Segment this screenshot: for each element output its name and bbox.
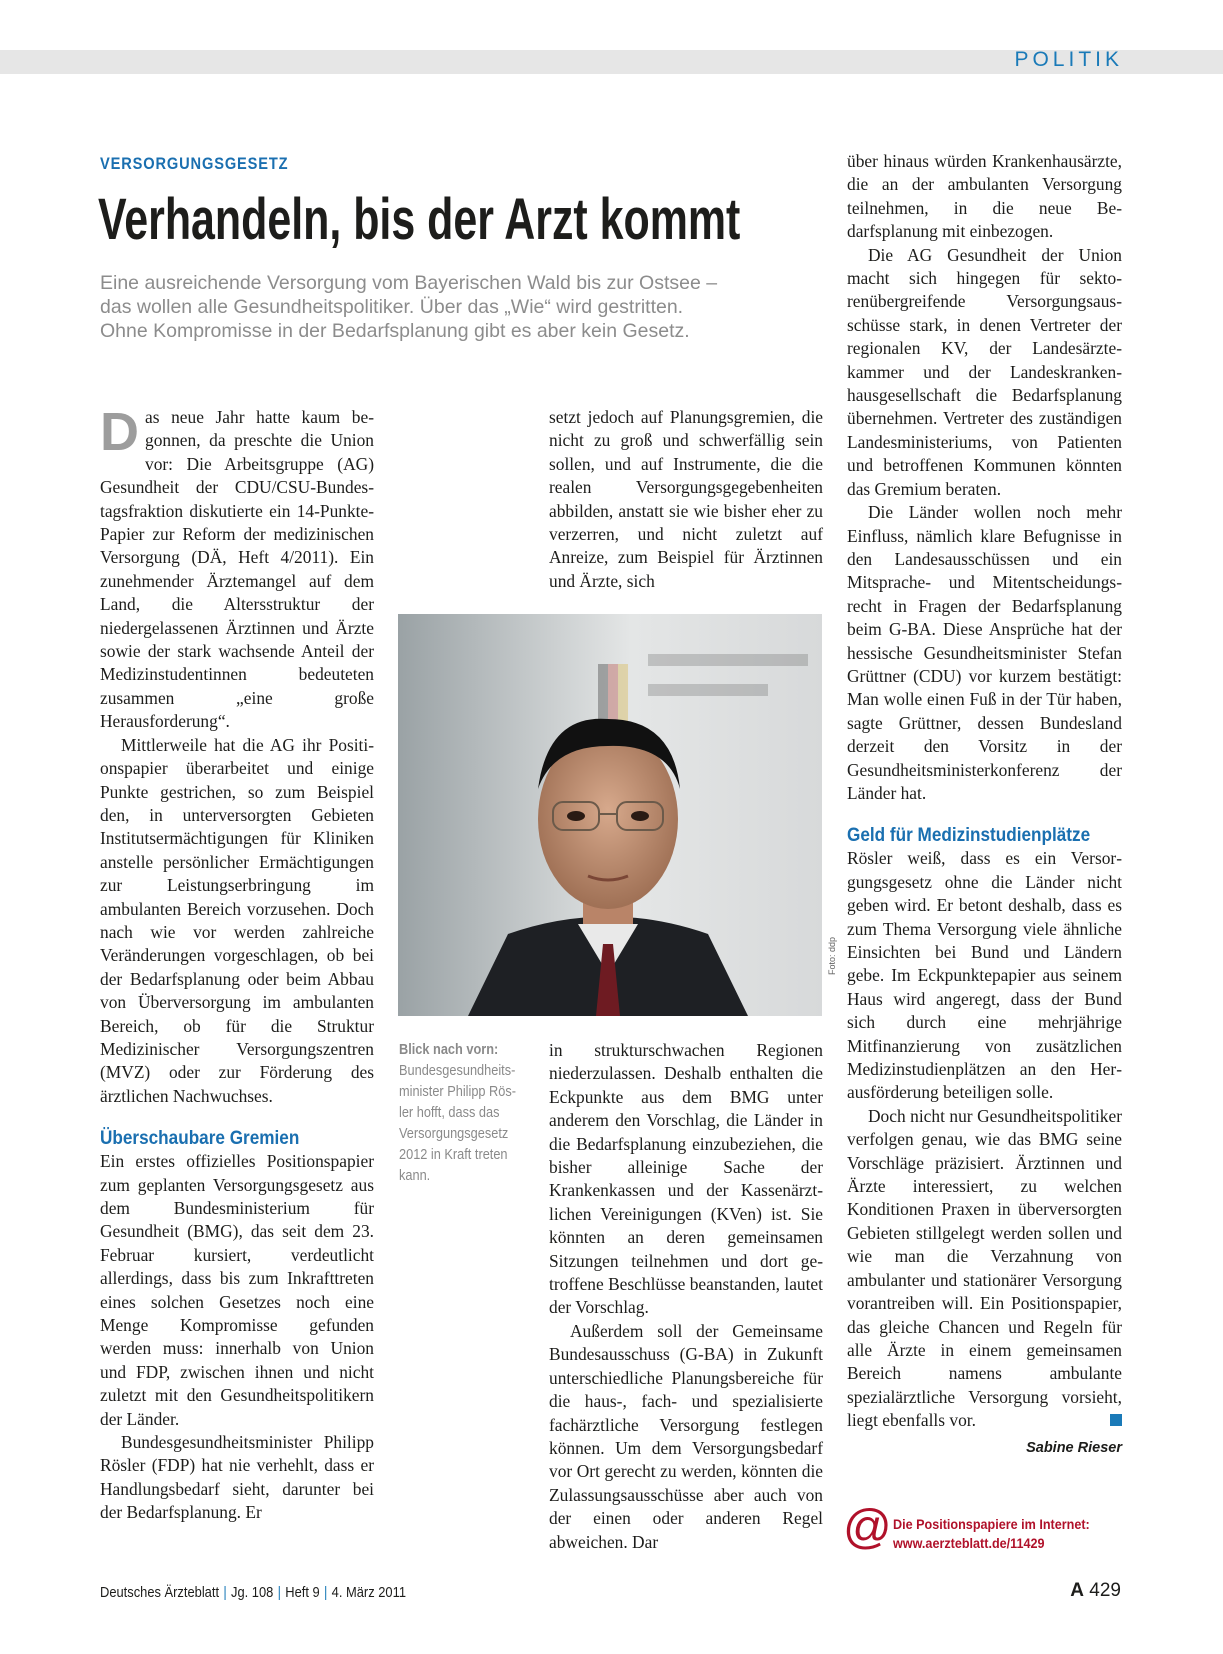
paragraph: über hinaus würden Krankenhausärzte, die an der ambulanten Versorgung teilnehmen, in die neue Bedarfsplanung mit einbezogen. (847, 151, 1122, 242)
photo-credit: Foto: ddp (827, 936, 837, 975)
web-reference-box (843, 1501, 1133, 1555)
lead-line: Ohne Kompromisse in der Bedarfsplanung gibt es aber kein Gesetz. (100, 320, 690, 342)
journal-name: Deutsches Ärzteblatt (100, 1584, 220, 1601)
journal-date: 4. März 2011 (331, 1584, 406, 1601)
paragraph: Das neue Jahr hatte kaum begonnen, da preschte die Union vor: Die Arbeitsgruppe (AG) Gesundheit der CDU/CSU-Bundestagsfraktion diskutierte ein 14-Punkte-Papier zur Reform der medizinischen Versorgung (DÄ, Heft 4/2011). Ein zunehmender Ärztemangel auf dem Land, die Altersstruktur der niedergelassenen Ärztinnen und Ärzte sowie der stark wachsende Anteil der Medizinstudentinnen bedeuteten zusammen „eine große Herausforderung“. (100, 402, 374, 732)
page-footer: Deutsches Ärzteblatt | Jg. 108 | Heft 9 | 4. März 2011 (100, 1584, 406, 1601)
paragraph: Die Länder wollen noch mehr Einfluss, nämlich klare Befugnisse in den Landesausschüssen und ein Mitsprache- und Mitentscheidungsrecht in Fragen der Bedarfsplanung beim G-BA. Diese Ansprüche hat der hessische Gesundheitsminister Stefan Grüttner (CDU) vor kurzem bestätigt: Man wolle einen Fuß in der Tür haben, sagte Grüttner, dessen Bundesland derzeit den Vorsitz in der Gesundheitsministerkonferenz der Länder hat. (847, 502, 1122, 803)
page-number-value: 429 (1089, 1580, 1121, 1601)
web-reference-text (893, 1515, 1090, 1553)
paragraph: Die AG Gesundheit der Union macht sich hingegen für sektorenübergreifende Versorgungsausschüsse stark, in denen Vertreter der regionalen KV, der Landesärztekammer und der Landeskrankenhausgesellschaft die Bedarfsplanung übernehmen. Vertreter des zuständigen Landesministeriums, von Patienten und betroffenen Kommunen könnten das Gremium beraten. (847, 244, 1122, 499)
article-lead (100, 271, 820, 343)
caption-line: minister Philipp Rös- (399, 1084, 517, 1100)
caption-line: Versorgungsgesetz (399, 1126, 509, 1142)
photo-illustration (398, 614, 822, 1016)
paragraph: Rösler weiß, dass es ein Versorgungsgesetz ohne die Länder nicht geben wird. Er betont deshalb, dass es zum Thema Versorgung viele ähnliche Einsichten bei Bund und Ländern gebe. Im Eckpunktepapier aus seinem Haus wird angeregt, dass der Bund sich durch eine mehrjährige Mitfinanzierung von zusätzlichen Medizinstudienplätzen an den Herausförderung beteiligen solle. (847, 848, 1122, 1103)
column-3 (847, 150, 1122, 1460)
article-kicker: VERSORGUNGSGESETZ (100, 154, 289, 173)
paragraph: Außerdem soll der Gemeinsame Bundesausschuss (G-BA) in Zukunft unterschiedliche Planungsbereiche für die haus-, fach- und spezialisierte fachärztliche Versorgung festlegen können. Um dem Versorgungsbedarf vor Ort gerecht zu werden, könnten die Zulassungsausschüsse aber auch von der einen oder anderen Regel abweichen. Dar (549, 1320, 823, 1552)
paragraph: Ein erstes offizielles Positionspapier zum geplanten Versorgungsgesetz aus dem Bundesministerium für Gesundheit (BMG), das seit dem 23. Februar kursiert, verdeutlicht allerdings, dass bis zum Inkrafttreten eines solchen Gesetzes noch eine Menge Kompromisse gefunden werden muss: innerhalb von Union und FDP, zwischen ihnen und nicht zuletzt mit den Gesundheitspolitikern der Länder. (100, 1151, 374, 1429)
page-prefix: A (1070, 1580, 1085, 1601)
caption-line: 2012 in Kraft treten (399, 1147, 508, 1163)
article-photo (398, 614, 822, 1016)
paragraph: in strukturschwachen Regionen niederzulassen. Deshalb enthalten die Eckpunkte aus dem BMG unter anderem den Vorschlag, die Länder in die Bedarfsplanung einzubeziehen, die bisher alleinige Sache der Krankenkassen und der Kassenärztlichen Vereinigungen (KVen) ist. Sie könnten an deren gemeinsamen Sitzungen teilnehmen und dort getroffene Beschlüsse beanstanden, lautet der Vorschlag. (549, 1040, 823, 1318)
paragraph: Bundesgesundheitsminister Philipp Rösler (FDP) hat nie verhehlt, dass er Handlungsbedarf sieht, darunter bei der Bedarfsplanung. Er (100, 1432, 374, 1523)
section-label: POLITIK (1014, 48, 1123, 71)
lead-line: das wollen alle Gesundheitspolitiker. Über das „Wie“ wird gestritten. (100, 296, 684, 318)
photo-caption (399, 1040, 529, 1187)
subheading: Überschaubare Gremien (100, 1127, 300, 1150)
lead-line: Eine ausreichende Versorgung vom Bayerischen Wald bis zur Ostsee – (100, 272, 718, 294)
page-number (1070, 1580, 1121, 1602)
caption-line: kann. (399, 1168, 431, 1184)
column-2-bottom (549, 1039, 823, 1554)
journal-issue: Heft 9 (285, 1584, 320, 1601)
at-icon: @ (843, 1501, 892, 1554)
article-title: Verhandeln, bis der Arzt kommt (98, 187, 741, 252)
paragraph: Mittlerweile hat die AG ihr Positionspapier überarbeitet und einige Punkte gestrichen, so zum Beispiel den, in unterversorgten Gebieten Institutsermächtigungen für Kliniken anstelle persönlicher Ermächtigungen zur Leistungserbringung im ambulanten Bereich vorzusehen. Doch nach wie vor werden zahlreiche Veränderungen vorgeschlagen, ob bei der Bedarfsplanung oder beim Abbau von Überversorgung im ambulanten Bereich, ob für die Struktur Medizinischer Versorgungszentren (MVZ) oder zur Förderung des ärztlichen Nachwuchses. (100, 734, 374, 1106)
end-mark-icon (1110, 1414, 1122, 1426)
journal-volume: Jg. 108 (230, 1584, 274, 1601)
subheading: Geld für Medizinstudienplätze (847, 824, 1091, 847)
drop-cap: D (100, 402, 139, 462)
caption-line: ler hofft, dass das (399, 1105, 500, 1121)
author-name: Sabine Rieser (1026, 1439, 1122, 1456)
web-reference-label: Die Positionspapiere im Internet: (893, 1516, 1090, 1532)
column-1 (100, 402, 374, 1525)
column-2-top (549, 406, 823, 593)
caption-title: Blick nach vorn: (399, 1042, 499, 1058)
web-reference-link[interactable]: www.aerzteblatt.de/11429 (893, 1535, 1045, 1551)
paragraph: Doch nicht nur Gesundheitspolitiker verfolgen genau, wie das BMG seine Vorschläge präzisiert. Ärztinnen und Ärzte interessiert, zu welchen Konditionen Praxen in überversorgten Gebieten stillgelegt werden sollen und wie man die Verzahnung von ambulanter und stationärer Versorgung vorantreiben will. Ein Positionspapier, das gleiche Chancen und Regeln für alle Ärzte in einem gemeinsamen Bereich namens ambulante spezialärztliche Versorgung vorsieht, liegt ebenfalls vor. (847, 1105, 1122, 1431)
caption-line: Bundesgesundheits- (399, 1063, 516, 1079)
paragraph: setzt jedoch auf Planungsgremien, die nicht zu groß und schwerfällig sein sollen, und auf Instrumente, die die realen Versorgungsgegebenheiten abbilden, anstatt sie wie bisher eher zu verzerren, und nicht zuletzt auf Anreize, zum Beispiel für Ärztinnen und Ärzte, sich (549, 407, 823, 591)
